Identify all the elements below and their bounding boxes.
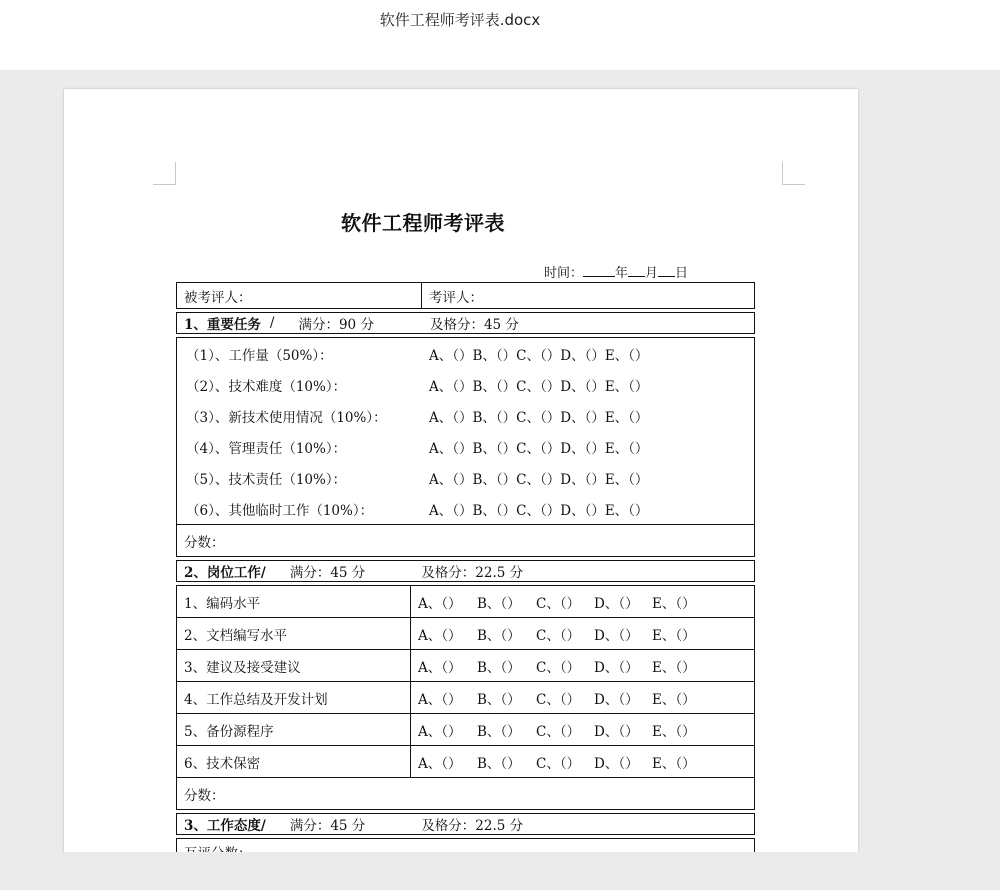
option-e: E、（） xyxy=(652,659,696,676)
option-e: E、（） xyxy=(652,691,696,708)
section2-body xyxy=(176,585,755,810)
option-b: B、（） xyxy=(477,627,521,644)
section2-score-row xyxy=(177,777,754,809)
section1-item-row xyxy=(177,400,754,431)
section2-item-row xyxy=(177,681,754,713)
section1-item-row xyxy=(177,462,754,493)
option-c: C、（） xyxy=(536,595,581,612)
section3-header xyxy=(176,813,755,835)
document-title: 软件工程师考评表 xyxy=(341,211,505,235)
option-a: A、（） xyxy=(418,755,462,772)
section3-pass-score: 及格分：22.5 分 xyxy=(421,818,524,834)
option-c: C、（） xyxy=(536,723,581,740)
section1-item-row xyxy=(177,369,754,400)
date-year-label: 年 xyxy=(615,266,629,281)
section2-item-options xyxy=(411,682,754,713)
section1-separator: / xyxy=(269,315,275,331)
option-e: E、（） xyxy=(652,755,696,772)
section2-item-label: 6、技术保密 xyxy=(177,746,411,777)
section3-header-row xyxy=(177,814,754,834)
section2-item-options xyxy=(411,586,754,617)
appraiser-field: 考评人： xyxy=(429,289,483,306)
section1-score-label: 分数： xyxy=(184,534,225,551)
option-d: D、（） xyxy=(594,627,639,644)
option-a: A、（） xyxy=(418,723,462,740)
section1-body xyxy=(176,337,755,557)
section2-header-row xyxy=(177,561,754,581)
option-b: B、（） xyxy=(477,723,521,740)
section1-item-label: （6）、其他临时工作（10%）： xyxy=(186,502,374,519)
section2-item-label: 5、备份源程序 xyxy=(177,714,411,745)
section1-item-options: A、（）B、（）C、（）D、（）E、（） xyxy=(429,440,649,457)
section2-title: 2、岗位工作/ xyxy=(184,565,266,581)
crop-mark-top-right xyxy=(782,162,805,185)
section1-header xyxy=(176,312,755,334)
section1-item-options: A、（）B、（）C、（）D、（）E、（） xyxy=(429,471,649,488)
year-blank xyxy=(583,265,615,277)
option-e: E、（） xyxy=(652,595,696,612)
option-a: A、（） xyxy=(418,627,462,644)
section2-item-options xyxy=(411,650,754,681)
section1-item-options: A、（）B、（）C、（）D、（）E、（） xyxy=(429,347,649,364)
date-month-label: 月 xyxy=(645,266,659,281)
section1-item-row xyxy=(177,431,754,462)
day-blank xyxy=(658,265,675,277)
section2-item-options xyxy=(411,746,754,777)
option-d: D、（） xyxy=(594,723,639,740)
option-c: C、（） xyxy=(536,691,581,708)
date-line xyxy=(544,262,688,281)
option-c: C、（） xyxy=(536,627,581,644)
section2-item-label: 3、建议及接受建议 xyxy=(177,650,411,681)
option-d: D、（） xyxy=(594,595,639,612)
section1-header-row xyxy=(177,313,754,333)
section1-item-row xyxy=(177,493,754,524)
date-day-label: 日 xyxy=(675,266,689,281)
option-b: B、（） xyxy=(477,659,521,676)
section2-item-label: 4、工作总结及开发计划 xyxy=(177,682,411,713)
date-prefix: 时间： xyxy=(544,266,584,281)
section2-header xyxy=(176,560,755,582)
section2-item-options xyxy=(411,714,754,745)
crop-mark-top-left xyxy=(153,162,176,185)
section1-item-options: A、（）B、（）C、（）D、（）E、（） xyxy=(429,378,649,395)
section2-item-label: 2、文档编写水平 xyxy=(177,618,411,649)
option-e: E、（） xyxy=(652,627,696,644)
option-b: B、（） xyxy=(477,755,521,772)
section1-item-label: （4）、管理责任（10%）： xyxy=(186,440,347,457)
section2-full-score: 满分：45 分 xyxy=(289,565,366,581)
section2-item-row xyxy=(177,586,754,617)
section1-item-label: （2）、技术难度（10%）： xyxy=(186,378,347,395)
option-d: D、（） xyxy=(594,659,639,676)
section2-item-options xyxy=(411,618,754,649)
section1-title: 1、重要任务 xyxy=(184,317,261,333)
section2-item-row xyxy=(177,745,754,777)
section1-item-label: （5）、技术责任（10%）： xyxy=(186,471,347,488)
section2-score-label: 分数： xyxy=(184,787,225,804)
section1-item-options: A、（）B、（）C、（）D、（）E、（） xyxy=(429,409,649,426)
option-c: C、（） xyxy=(536,659,581,676)
viewer-bottom-strip xyxy=(0,852,1000,890)
option-c: C、（） xyxy=(536,755,581,772)
section2-item-row xyxy=(177,713,754,745)
option-a: A、（） xyxy=(418,691,462,708)
section2-item-label: 1、编码水平 xyxy=(177,586,411,617)
option-e: E、（） xyxy=(652,723,696,740)
appraisee-field: 被考评人： xyxy=(177,283,422,308)
section2-item-row xyxy=(177,649,754,681)
option-a: A、（） xyxy=(418,659,462,676)
section2-item-list xyxy=(177,586,754,777)
section1-item-row xyxy=(177,338,754,369)
section1-item-label: （1）、工作量（50%）： xyxy=(186,347,333,364)
option-b: B、（） xyxy=(477,595,521,612)
appraisal-form xyxy=(176,282,755,866)
section1-full-score: 满分：90 分 xyxy=(298,317,374,333)
month-blank xyxy=(628,265,645,277)
option-a: A、（） xyxy=(418,595,462,612)
file-name: 软件工程师考评表.docx xyxy=(379,11,541,29)
header-row xyxy=(177,283,754,308)
section1-item-label: （3）、新技术使用情况（10%）： xyxy=(186,409,387,426)
section1-score-row xyxy=(177,524,754,556)
document-page xyxy=(64,89,858,890)
section3-full-score: 满分：45 分 xyxy=(289,818,366,834)
section2-item-row xyxy=(177,617,754,649)
section1-item-list xyxy=(177,338,754,524)
section1-pass-score: 及格分：45 分 xyxy=(429,317,519,333)
section1-item-options: A、（）B、（）C、（）D、（）E、（） xyxy=(429,502,649,519)
header-table xyxy=(176,282,755,309)
option-b: B、（） xyxy=(477,691,521,708)
section3-title: 3、工作态度/ xyxy=(184,818,266,834)
section2-pass-score: 及格分：22.5 分 xyxy=(421,565,524,581)
title-bar xyxy=(0,0,1000,70)
option-d: D、（） xyxy=(594,691,639,708)
option-d: D、（） xyxy=(594,755,639,772)
